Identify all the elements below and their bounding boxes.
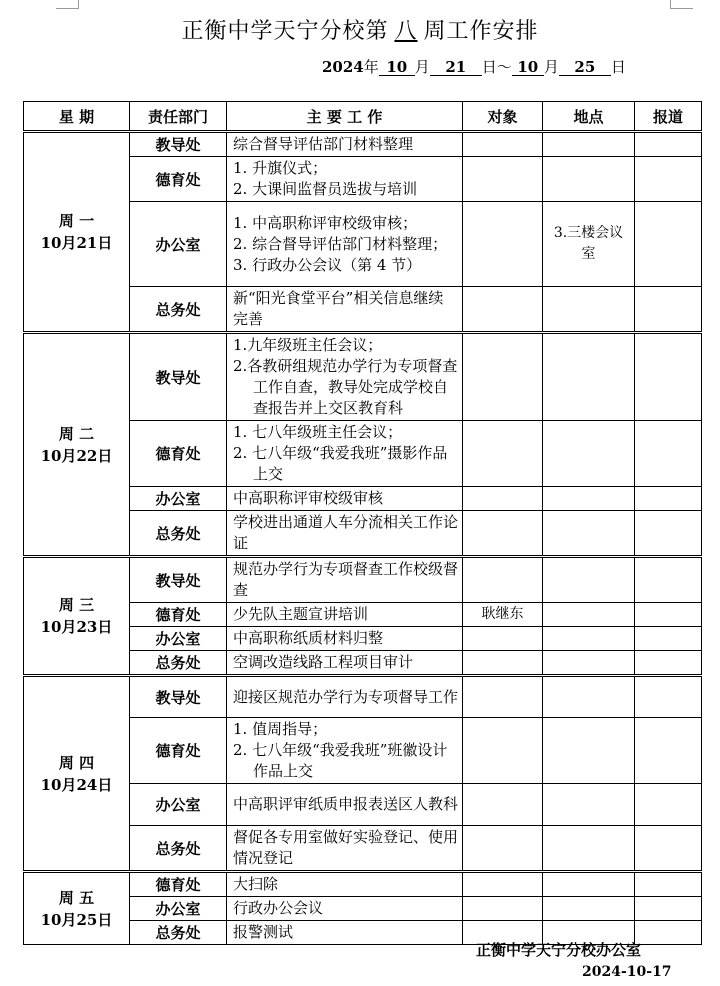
target-cell [463, 784, 543, 826]
task-list [233, 213, 458, 276]
footer-date: 2024-10-17 [582, 964, 672, 980]
target-cell [463, 421, 543, 487]
target-cell [463, 897, 543, 921]
day-cell [24, 872, 130, 945]
task-list [233, 719, 458, 782]
location-cell [543, 333, 635, 421]
title-week-number: 八 [394, 19, 418, 44]
department-cell: 德育处 [130, 718, 227, 784]
table-row [24, 333, 702, 421]
target-cell [463, 511, 543, 557]
location-cell [543, 718, 635, 784]
header-department: 责任部门 [130, 102, 227, 132]
task-cell [227, 784, 463, 826]
end-month: 10 [512, 59, 544, 76]
target-cell [463, 676, 543, 718]
day-name: 周 二 [58, 424, 95, 443]
location-cell [543, 157, 635, 202]
day-date: 10月24日 [40, 775, 113, 794]
task-item: 1. 七八年级班主任会议； [233, 423, 403, 441]
target-cell [463, 157, 543, 202]
location-cell [543, 897, 635, 921]
department-cell: 教导处 [130, 132, 227, 157]
date-year: 2024 [322, 58, 364, 76]
task-cell [227, 718, 463, 784]
task-text: 学校进出通道人车分流相关工作论证 [233, 513, 459, 552]
location-cell [543, 651, 635, 676]
task-cell [227, 676, 463, 718]
task-item: 1.九年级班主任会议； [233, 336, 383, 354]
department-cell: 教导处 [130, 333, 227, 421]
target-cell [463, 487, 543, 511]
target-cell [463, 132, 543, 157]
task-cell [227, 511, 463, 557]
task-text: 行政办公会议 [233, 899, 324, 917]
task-cell [227, 202, 463, 287]
page-corner-mark-left [56, 0, 79, 9]
target-cell [463, 826, 543, 872]
location-cell [543, 287, 635, 333]
task-text: 报警测试 [233, 923, 294, 941]
report-cell [635, 421, 702, 487]
day-name: 周 一 [58, 212, 95, 230]
task-text: 规范办学行为专项督查工作校级督查 [233, 560, 459, 599]
target-cell [463, 718, 543, 784]
report-cell [635, 784, 702, 826]
department-cell: 德育处 [130, 157, 227, 202]
target-cell [463, 287, 543, 333]
report-cell [635, 202, 702, 287]
header-report: 报道 [635, 102, 702, 132]
target-cell [463, 557, 543, 603]
header-location: 地点 [543, 102, 635, 132]
task-text: 大扫除 [233, 875, 279, 893]
report-cell [635, 287, 702, 333]
task-item: 1. 升旗仪式； [233, 159, 328, 177]
day-name: 周 三 [58, 596, 95, 614]
report-cell [635, 487, 702, 511]
location-cell [543, 603, 635, 627]
task-cell [227, 487, 463, 511]
task-cell [227, 421, 463, 487]
target-cell [463, 651, 543, 676]
task-cell [227, 826, 463, 872]
department-cell: 教导处 [130, 676, 227, 718]
location-cell [543, 872, 635, 897]
day-char-1: 日 [481, 58, 497, 76]
location-cell [543, 676, 635, 718]
date-range [322, 56, 626, 77]
month-char-1: 月 [414, 58, 430, 76]
day-cell [24, 676, 130, 872]
department-cell: 德育处 [130, 872, 227, 897]
start-month: 10 [379, 59, 415, 76]
location-cell [543, 511, 635, 557]
report-cell [635, 921, 702, 945]
task-cell [227, 627, 463, 651]
schedule-table [23, 101, 702, 945]
target-cell: 耿继东 [463, 603, 543, 627]
task-text: 中高职评审纸质申报表送区人教科 [233, 795, 459, 813]
task-text: 中高职称评审校级审核 [233, 489, 384, 507]
end-day: 25 [559, 59, 611, 76]
day-cell [24, 557, 130, 676]
task-item: 2.各教研组规范办学行为专项督查工作自查，教导处完成学校自查报告并上交区教育科 [233, 357, 458, 417]
task-cell [227, 287, 463, 333]
task-item: 3. 行政办公会议（第 4 节） [233, 255, 422, 274]
report-cell [635, 718, 702, 784]
report-cell [635, 603, 702, 627]
task-cell [227, 132, 463, 157]
department-cell: 总务处 [130, 826, 227, 872]
department-cell: 总务处 [130, 511, 227, 557]
report-cell [635, 333, 702, 421]
year-char: 年 [363, 58, 379, 76]
task-text: 迎接区规范办学行为专项督导工作 [233, 687, 459, 706]
table-row [24, 557, 702, 603]
department-cell: 教导处 [130, 557, 227, 603]
task-cell [227, 557, 463, 603]
report-cell [635, 676, 702, 718]
day-date: 10月23日 [40, 618, 113, 636]
table-row [24, 872, 702, 897]
task-list [233, 158, 458, 200]
task-item: 1. 值周指导； [233, 720, 328, 738]
department-cell: 总务处 [130, 921, 227, 945]
task-list [233, 335, 458, 419]
range-separator: ～ [496, 58, 512, 76]
location-cell: 3.三楼会议室 [543, 202, 635, 287]
report-cell [635, 511, 702, 557]
target-cell [463, 872, 543, 897]
department-cell: 办公室 [130, 202, 227, 287]
table-row [24, 676, 702, 718]
department-cell: 办公室 [130, 784, 227, 826]
header-main-work: 主 要 工 作 [227, 102, 463, 132]
department-cell: 办公室 [130, 487, 227, 511]
department-cell: 总务处 [130, 651, 227, 676]
start-day: 21 [430, 59, 482, 76]
department-cell: 办公室 [130, 627, 227, 651]
department-cell: 总务处 [130, 287, 227, 333]
location-cell [543, 826, 635, 872]
title-prefix: 正衡中学天宁分校第 [181, 19, 389, 44]
task-cell [227, 921, 463, 945]
header-day: 星 期 [24, 102, 130, 132]
department-cell: 德育处 [130, 421, 227, 487]
report-cell [635, 627, 702, 651]
report-cell [635, 132, 702, 157]
task-cell [227, 651, 463, 676]
task-item: 2. 七八年级“我爱我班”摄影作品上交 [233, 444, 448, 483]
task-list [233, 422, 458, 485]
day-cell [24, 132, 130, 333]
header-row [24, 102, 702, 132]
header-target: 对象 [463, 102, 543, 132]
department-cell: 办公室 [130, 897, 227, 921]
location-cell [543, 487, 635, 511]
day-date: 10月25日 [40, 910, 113, 929]
task-cell [227, 603, 463, 627]
day-char-2: 日 [610, 58, 626, 76]
footer-office: 正衡中学天宁分校办公室 [476, 941, 642, 959]
target-cell [463, 333, 543, 421]
task-item: 2. 七八年级“我爱我班”班徽设计作品上交 [233, 741, 448, 780]
report-cell [635, 897, 702, 921]
report-cell [635, 651, 702, 676]
task-text: 少先队主题宣讲培训 [233, 605, 369, 623]
task-text: 新“阳光食堂平台”相关信息继续完善 [233, 289, 444, 328]
task-item: 2. 综合督导评估部门材料整理； [233, 234, 448, 253]
task-text: 中高职称纸质材料归整 [233, 629, 384, 647]
task-text: 督促各专用室做好实验登记、使用情况登记 [233, 828, 459, 867]
task-cell [227, 157, 463, 202]
location-cell [543, 132, 635, 157]
department-cell: 德育处 [130, 603, 227, 627]
report-cell [635, 157, 702, 202]
title-suffix: 周工作安排 [423, 19, 539, 44]
task-text: 综合督导评估部门材料整理 [233, 135, 414, 153]
day-date: 10月21日 [40, 234, 113, 252]
task-item: 2. 大课间监督员选拔与培训 [233, 180, 418, 198]
day-date: 10月22日 [40, 446, 113, 465]
location-cell [543, 421, 635, 487]
month-char-2: 月 [543, 58, 559, 76]
task-cell [227, 897, 463, 921]
day-name: 周 四 [58, 753, 95, 772]
task-item: 1. 中高职称评审校级审核； [233, 213, 418, 232]
table-row [24, 132, 702, 157]
location-cell [543, 784, 635, 826]
target-cell [463, 627, 543, 651]
task-text: 空调改造线路工程项目审计 [233, 653, 414, 671]
day-cell [24, 333, 130, 557]
page-corner-mark-right [670, 0, 693, 9]
target-cell [463, 202, 543, 287]
day-name: 周 五 [58, 888, 95, 907]
location-cell [543, 557, 635, 603]
task-cell [227, 872, 463, 897]
report-cell [635, 872, 702, 897]
document-title [0, 14, 720, 45]
report-cell [635, 557, 702, 603]
task-cell [227, 333, 463, 421]
report-cell [635, 826, 702, 872]
location-cell [543, 627, 635, 651]
